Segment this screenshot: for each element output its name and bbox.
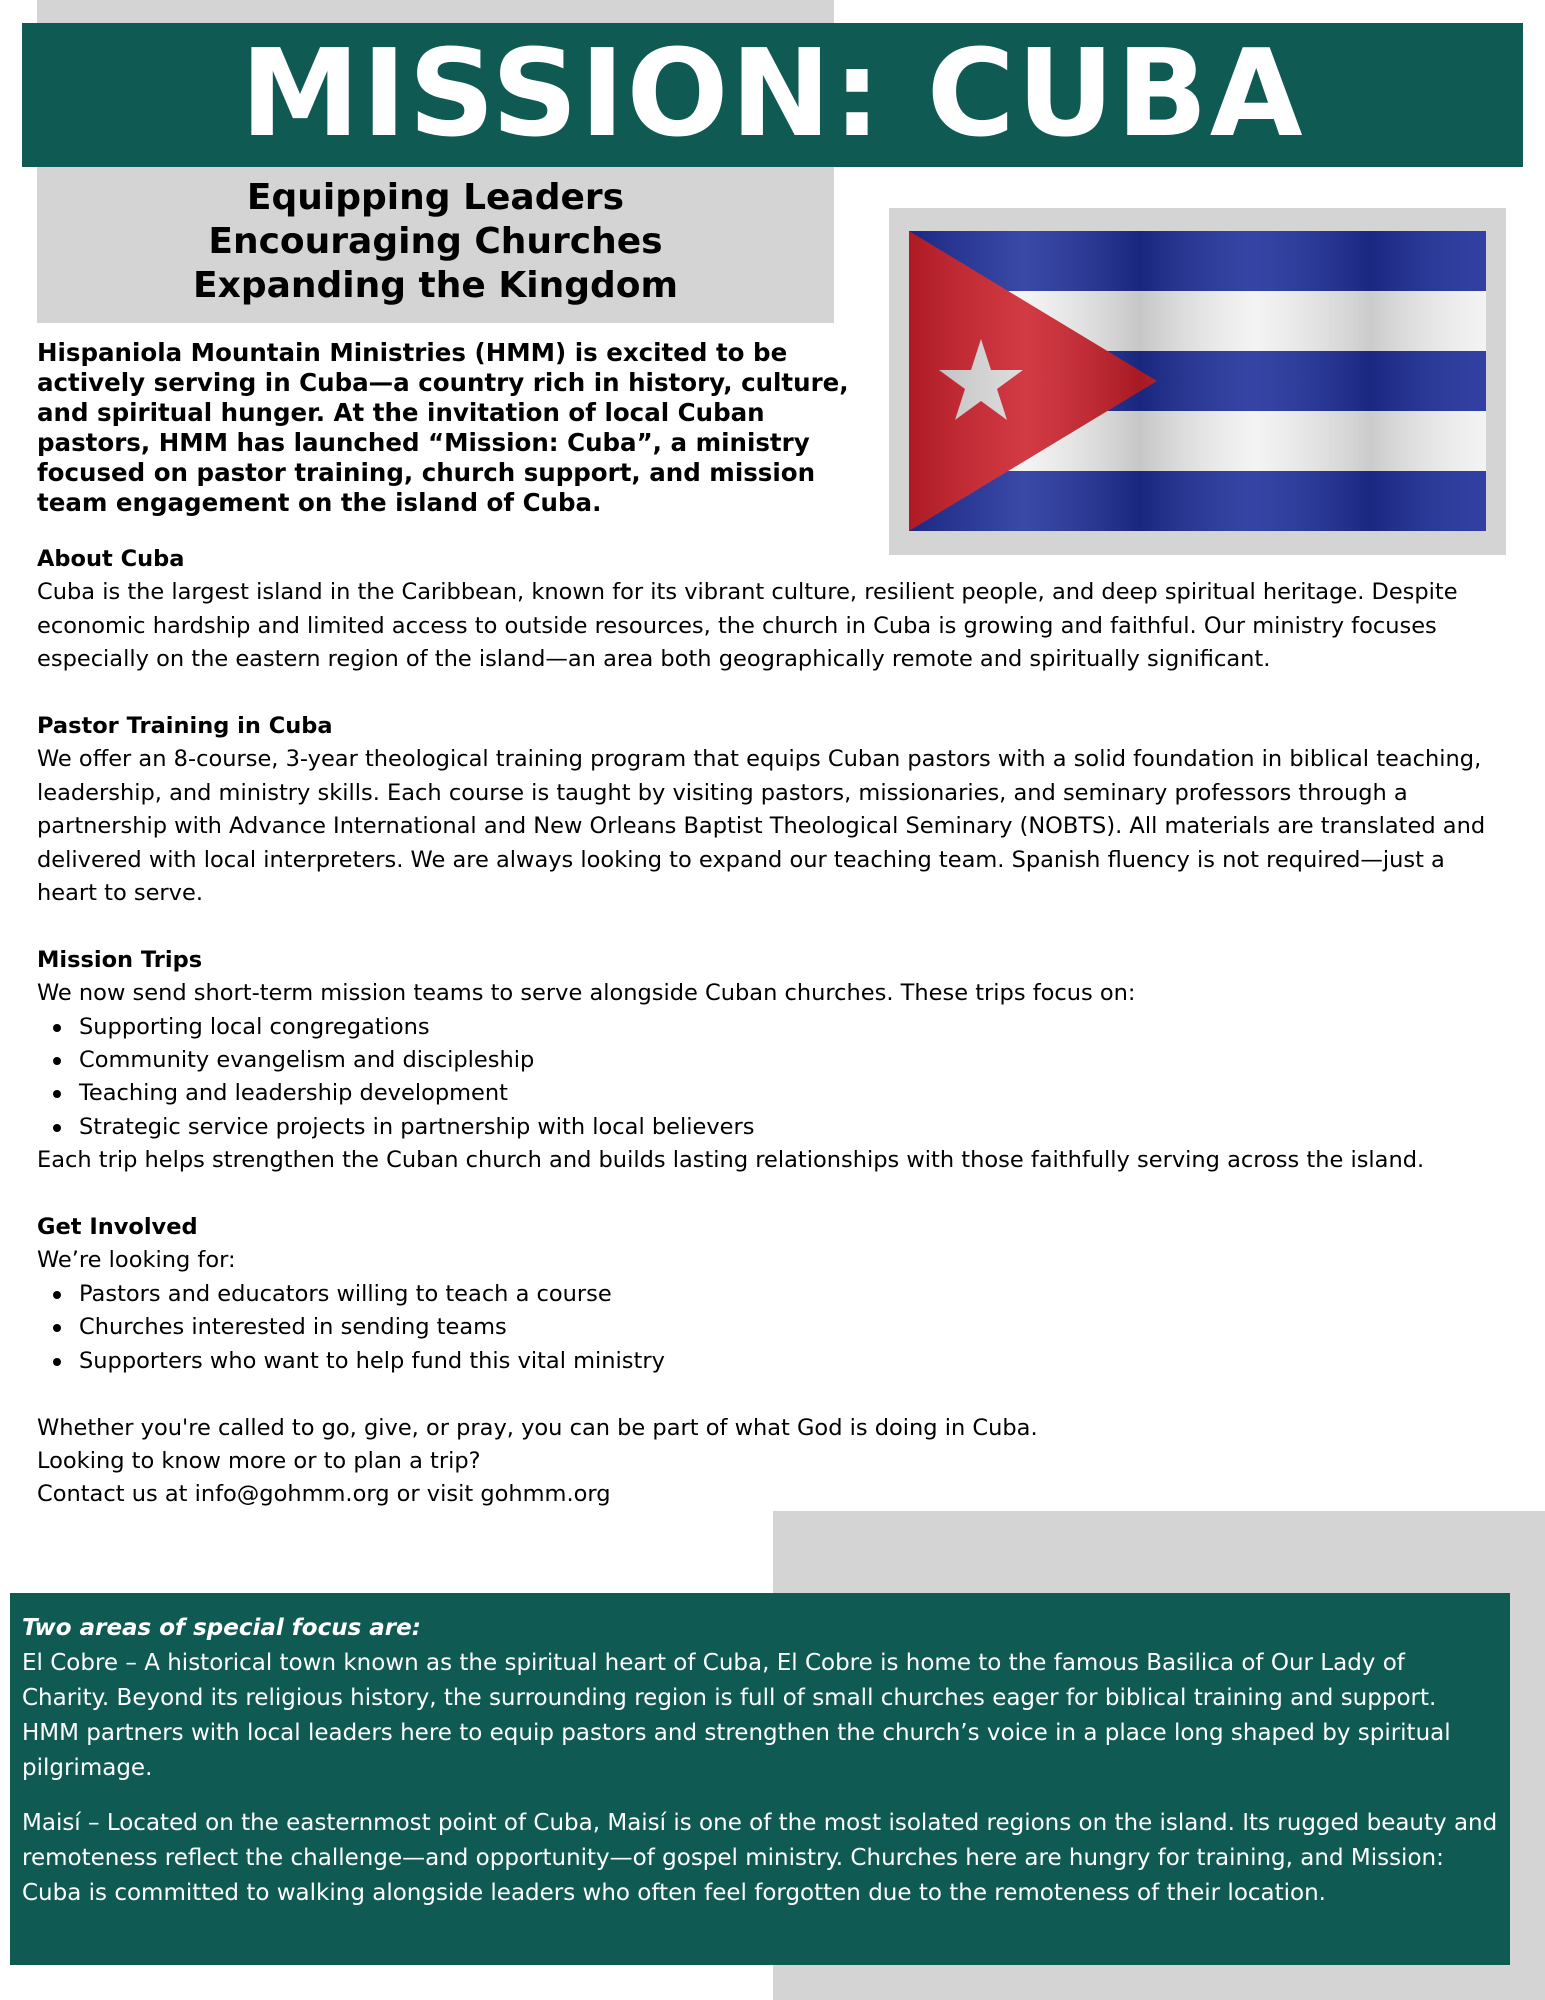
involved-list (37, 1278, 1507, 1378)
about-heading: About Cuba (37, 546, 185, 572)
involved-lead: We’re looking for: (37, 1247, 236, 1274)
list-item: Strategic service projects in partnership with local believers (79, 1111, 1507, 1144)
involved-more-info: Looking to know more or to plan a trip? (37, 1447, 481, 1474)
list-item: Churches interested in sending teams (79, 1311, 1507, 1344)
involved-call-to-action: Whether you're called to go, give, or pray, you can be part of what God is doing in Cuba. (37, 1414, 1038, 1441)
main-content (37, 543, 1507, 1512)
involved-section (37, 1211, 1507, 1512)
list-item: Supporting local congregations (79, 1011, 1507, 1044)
taglines (37, 176, 834, 308)
training-section (37, 710, 1507, 910)
flag-wave-shading (909, 231, 1486, 531)
involved-heading: Get Involved (37, 1214, 198, 1241)
intro-paragraph: Hispaniola Mountain Ministries (HMM) is excited to be actively serving in Cuba—a country rich in history, culture, and spiritual hunger. At the invitation of local Cuban pastors, HMM has launched “Mission: Cuba”, a ministry focused on pastor training, church support, and mission team engagement on the island of Cuba. (37, 338, 849, 517)
training-heading: Pastor Training in Cuba (37, 713, 333, 740)
tagline-encouraging: Encouraging Churches (208, 221, 663, 262)
tagline-equipping: Equipping Leaders (246, 177, 625, 218)
page-title: MISSION: CUBA (240, 25, 1305, 164)
training-text: We offer an 8-course, 3-year theological training program that equips Cuban pastors with a solid foundation in biblical teaching, leadership, and ministry skills. Each course is taught by visiting pastors, missionaries, and seminary professors through a partnership with Advance International and New Orleans Baptist Theological Seminary (NOBTS). All materials are translated and delivered with local interpreters. We are always looking to expand our teaching team. Spanish fluency is not required—just a heart to serve. (37, 746, 1486, 907)
contact-line: Contact us at info@gohmm.org or visit gohmm.org (37, 1481, 611, 1508)
cuban-flag-image (909, 231, 1486, 531)
special-focus-box (10, 1593, 1510, 1965)
trips-list (37, 1011, 1507, 1145)
focus-el-cobre: El Cobre – A historical town known as the spiritual heart of Cuba, El Cobre is home to the famous Basilica of Our Lady of Charity. Beyond its religious history, the surrounding region is full of small churches eager for biblical training and support. HMM partners with local leaders here to equip pastors and strengthen the church’s voice in a place long shaped by spiritual pilgrimage. (22, 1650, 1451, 1781)
focus-heading: Two areas of special focus are: (22, 1615, 421, 1641)
title-banner (22, 23, 1523, 167)
list-item: Pastors and educators willing to teach a course (79, 1278, 1507, 1311)
list-item: Teaching and leadership development (79, 1077, 1507, 1110)
trips-closing: Each trip helps strengthen the Cuban church and builds lasting relationships with those faithfully serving across the island. (37, 1147, 1425, 1174)
list-item: Community evangelism and discipleship (79, 1044, 1507, 1077)
trips-heading: Mission Trips (37, 946, 203, 973)
tagline-expanding: Expanding the Kingdom (193, 265, 678, 306)
list-item: Supporters who want to help fund this vital ministry (79, 1345, 1507, 1378)
trips-lead: We now send short-term mission teams to serve alongside Cuban churches. These trips focus on: (37, 980, 1136, 1007)
trips-section (37, 944, 1507, 1178)
about-text: Cuba is the largest island in the Caribbean, known for its vibrant culture, resilient people, and deep spiritual heritage. Despite economic hardship and limited access to outside resources, the church in Cuba is growing and faithful. Our ministry focuses especially on the eastern region of the island—an area both geographically remote and spiritually significant. (37, 579, 1458, 673)
about-section (37, 543, 1507, 677)
focus-maisi: Maisí – Located on the easternmost point of Cuba, Maisí is one of the most isolated regions on the island. Its rugged beauty and remoteness reflect the challenge—and opportunity—of gospel ministry. Churches here are hungry for training, and Mission: Cuba is committed to walking alongside leaders who often feel forgotten due to the remoteness of their location. (22, 1810, 1498, 1906)
flag-frame (889, 208, 1506, 555)
